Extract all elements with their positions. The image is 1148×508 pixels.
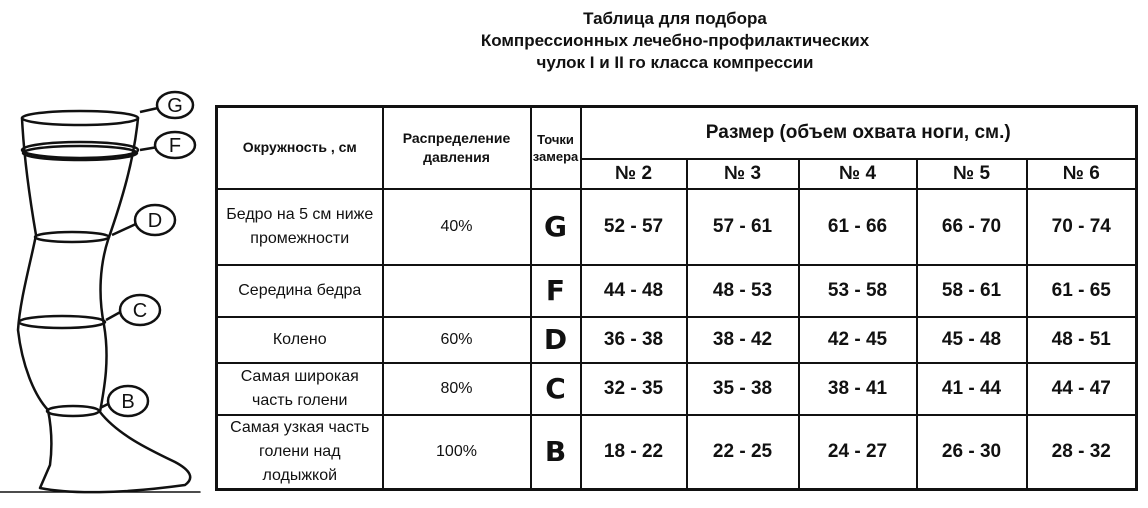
size-value: 48 - 53: [687, 265, 799, 317]
row-point: C: [531, 363, 581, 415]
size-value: 38 - 41: [799, 363, 917, 415]
size-value: 45 - 48: [917, 317, 1027, 363]
table-row: [217, 317, 1137, 363]
size-value: 53 - 58: [799, 265, 917, 317]
row-description: Самая узкая часть голени над лодыжкой: [217, 415, 383, 490]
size-header: № 2: [581, 159, 687, 189]
row-description: Самая широкая часть голени: [217, 363, 383, 415]
row-description: Бедро на 5 см ниже промежности: [217, 189, 383, 265]
diagram-label-f: F: [168, 135, 182, 157]
size-value: 36 - 38: [581, 317, 687, 363]
header-circumference: Окружность , см: [217, 107, 383, 189]
row-pressure: 100%: [383, 415, 531, 490]
diagram-label-g: G: [167, 95, 183, 117]
title-line-3: чулок I и II го класса компрессии: [536, 53, 814, 72]
size-header: № 4: [799, 159, 917, 189]
document-title: [330, 8, 1020, 74]
row-pressure: 40%: [383, 189, 531, 265]
size-value: 66 - 70: [917, 189, 1027, 265]
row-pressure: [383, 265, 531, 317]
size-value: 44 - 48: [581, 265, 687, 317]
size-value: 22 - 25: [687, 415, 799, 490]
size-value: 61 - 65: [1027, 265, 1137, 317]
table-row: [217, 265, 1137, 317]
size-value: 28 - 32: [1027, 415, 1137, 490]
row-description: Колено: [217, 317, 383, 363]
leg-diagram: [0, 90, 215, 500]
row-point: F: [531, 265, 581, 317]
size-header: № 5: [917, 159, 1027, 189]
header-pressure: Распределение давления: [383, 107, 531, 189]
size-value: 61 - 66: [799, 189, 917, 265]
size-value: 41 - 44: [917, 363, 1027, 415]
title-line-2: Компрессионных лечебно-профилактических: [480, 31, 870, 50]
size-header: № 6: [1027, 159, 1137, 189]
size-value: 32 - 35: [581, 363, 687, 415]
size-value: 58 - 61: [917, 265, 1027, 317]
size-table: [215, 105, 1138, 491]
header-points: Точки замера: [531, 107, 581, 189]
size-header: № 3: [687, 159, 799, 189]
size-value: 52 - 57: [581, 189, 687, 265]
diagram-label-d: D: [147, 210, 163, 232]
table-row: [217, 189, 1137, 265]
size-value: 24 - 27: [799, 415, 917, 490]
row-point: D: [531, 317, 581, 363]
row-description: Середина бедра: [217, 265, 383, 317]
header-size: Размер (объем охвата ноги, см.): [581, 107, 1137, 159]
size-value: 26 - 30: [917, 415, 1027, 490]
size-value: 35 - 38: [687, 363, 799, 415]
size-value: 38 - 42: [687, 317, 799, 363]
row-pressure: 60%: [383, 317, 531, 363]
table-row: [217, 363, 1137, 415]
size-value: 57 - 61: [687, 189, 799, 265]
size-value: 48 - 51: [1027, 317, 1137, 363]
table-row: [217, 415, 1137, 490]
diagram-label-c: C: [132, 300, 148, 322]
size-value: 70 - 74: [1027, 189, 1137, 265]
row-point: G: [531, 189, 581, 265]
size-value: 44 - 47: [1027, 363, 1137, 415]
title-line-1: Таблица для подбора: [583, 9, 767, 28]
row-point: B: [531, 415, 581, 490]
ring-g: [22, 111, 138, 125]
size-value: 42 - 45: [799, 317, 917, 363]
row-pressure: 80%: [383, 363, 531, 415]
diagram-label-b: B: [121, 391, 135, 413]
size-value: 18 - 22: [581, 415, 687, 490]
